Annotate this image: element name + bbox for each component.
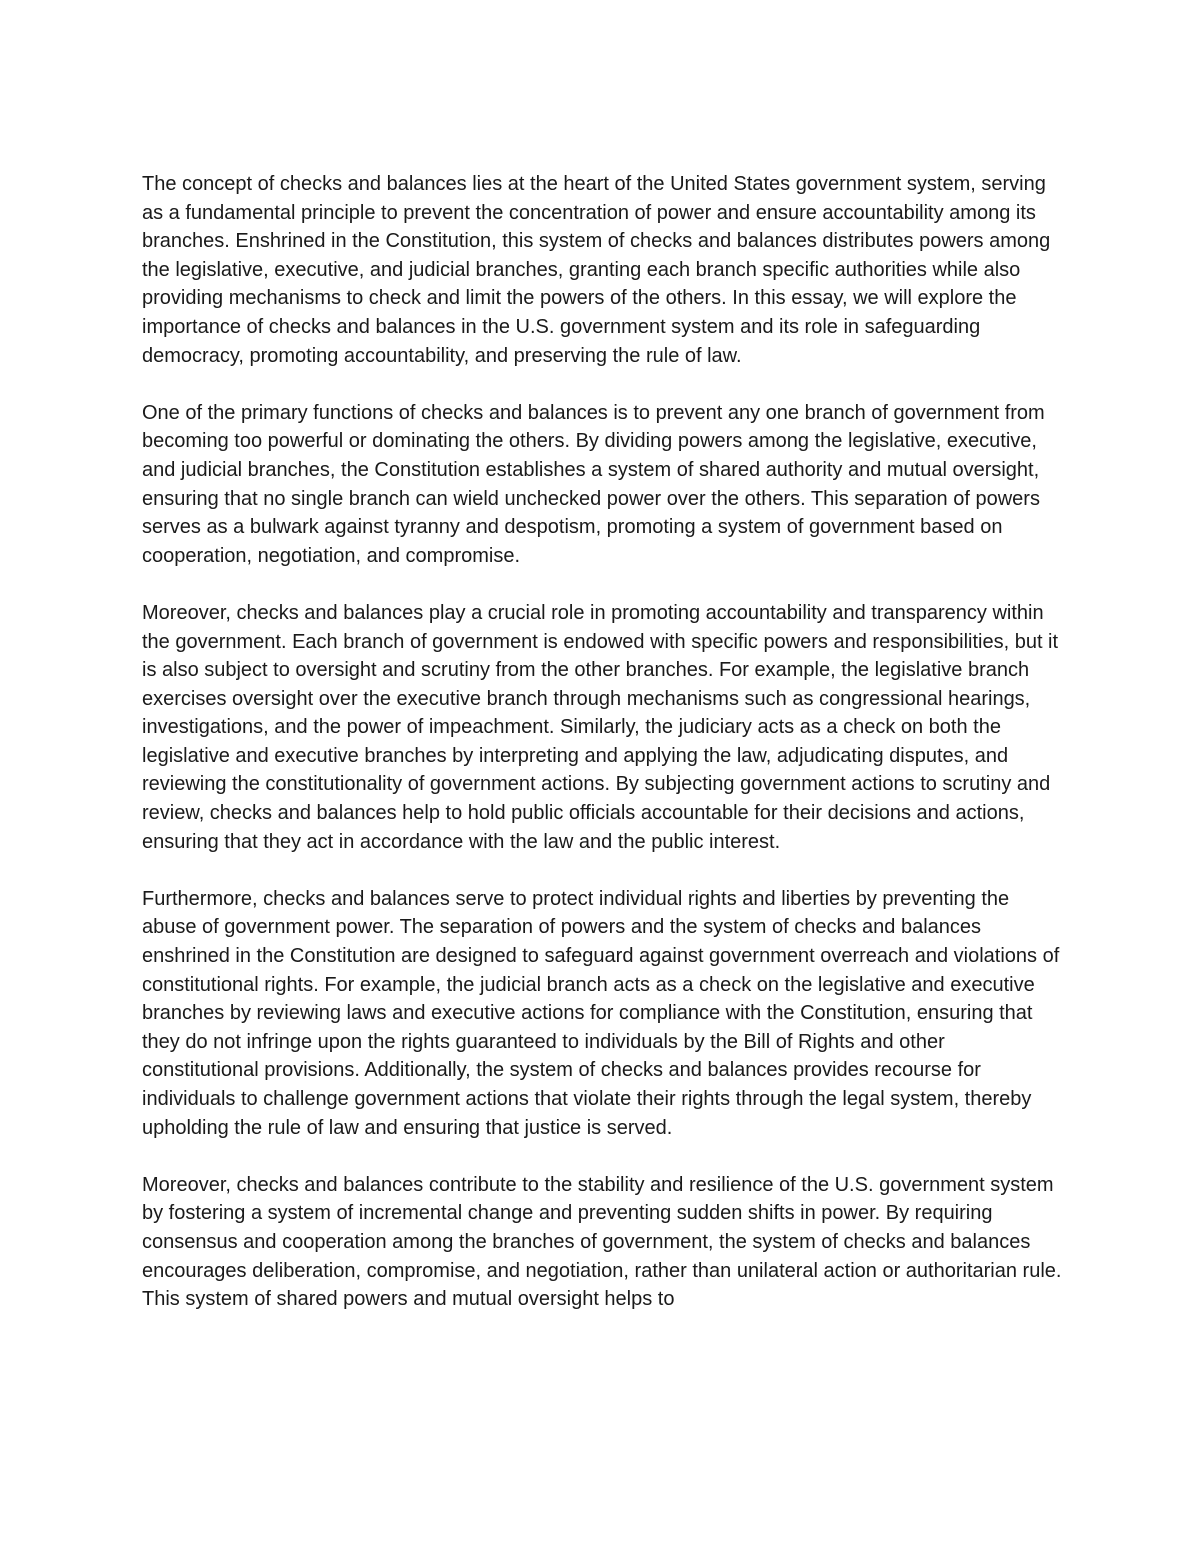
paragraph-4: Furthermore, checks and balances serve to protect individual rights and liberties by preventing the abuse of government power. The separation of powers and the system of checks and balances enshrined in the Constitution are designed to safeguard against government overreach and violations of constitutional rights. For example, the judicial branch acts as a check on the legislative and executive branches by reviewing laws and executive actions for compliance with the Constitution, ensuring that they do not infringe upon the rights guaranteed to individuals by the Bill of Rights and other constitutional provisions. Additionally, the system of checks and balances provides recourse for individuals to challenge government actions that violate their rights through the legal system, thereby upholding the rule of law and ensuring that justice is served. [142, 887, 1060, 1139]
paragraph-2: One of the primary functions of checks and balances is to prevent any one branch of government from becoming too powerful or dominating the others. By dividing powers among the legislative, executive, and judicial branches, the Constitution establishes a system of shared authority and mutual oversight, ensuring that no single branch can wield unchecked power over the others. This separation of powers serves as a bulwark against tyranny and despotism, promoting a system of government based on cooperation, negotiation, and compromise. [142, 401, 1045, 567]
essay-body [142, 170, 1067, 1314]
paragraph-3: Moreover, checks and balances play a crucial role in promoting accountability and transparency within the government. Each branch of government is endowed with specific powers and responsibilities, but it is also subject to oversight and scrutiny from the other branches. For example, the legislative branch exercises oversight over the executive branch through mechanisms such as congressional hearings, investigations, and the power of impeachment. Similarly, the judiciary acts as a check on both the legislative and executive branches by interpreting and applying the law, adjudicating disputes, and reviewing the constitutionality of government actions. By subjecting government actions to scrutiny and review, checks and balances help to hold public officials accountable for their decisions and actions, ensuring that they act in accordance with the law and the public interest. [142, 601, 1059, 853]
paragraph-1: The concept of checks and balances lies at the heart of the United States government system, serving as a fundamental principle to prevent the concentration of power and ensure accountability among its branches. Enshrined in the Constitution, this system of checks and balances distributes powers among the legislative, executive, and judicial branches, granting each branch specific authorities while also providing mechanisms to check and limit the powers of the others. In this essay, we will explore the importance of checks and balances in the U.S. government system and its role in safeguarding democracy, promoting accountability, and preserving the rule of law. [142, 173, 1051, 367]
paragraph-5: Moreover, checks and balances contribute to the stability and resilience of the U.S. government system by fostering a system of incremental change and preventing sudden shifts in power. By requiring consensus and cooperation among the branches of government, the system of checks and balances encourages deliberation, compromise, and negotiation, rather than unilateral action or authoritarian rule. This system of shared powers and mutual oversight helps to [142, 1173, 1062, 1311]
